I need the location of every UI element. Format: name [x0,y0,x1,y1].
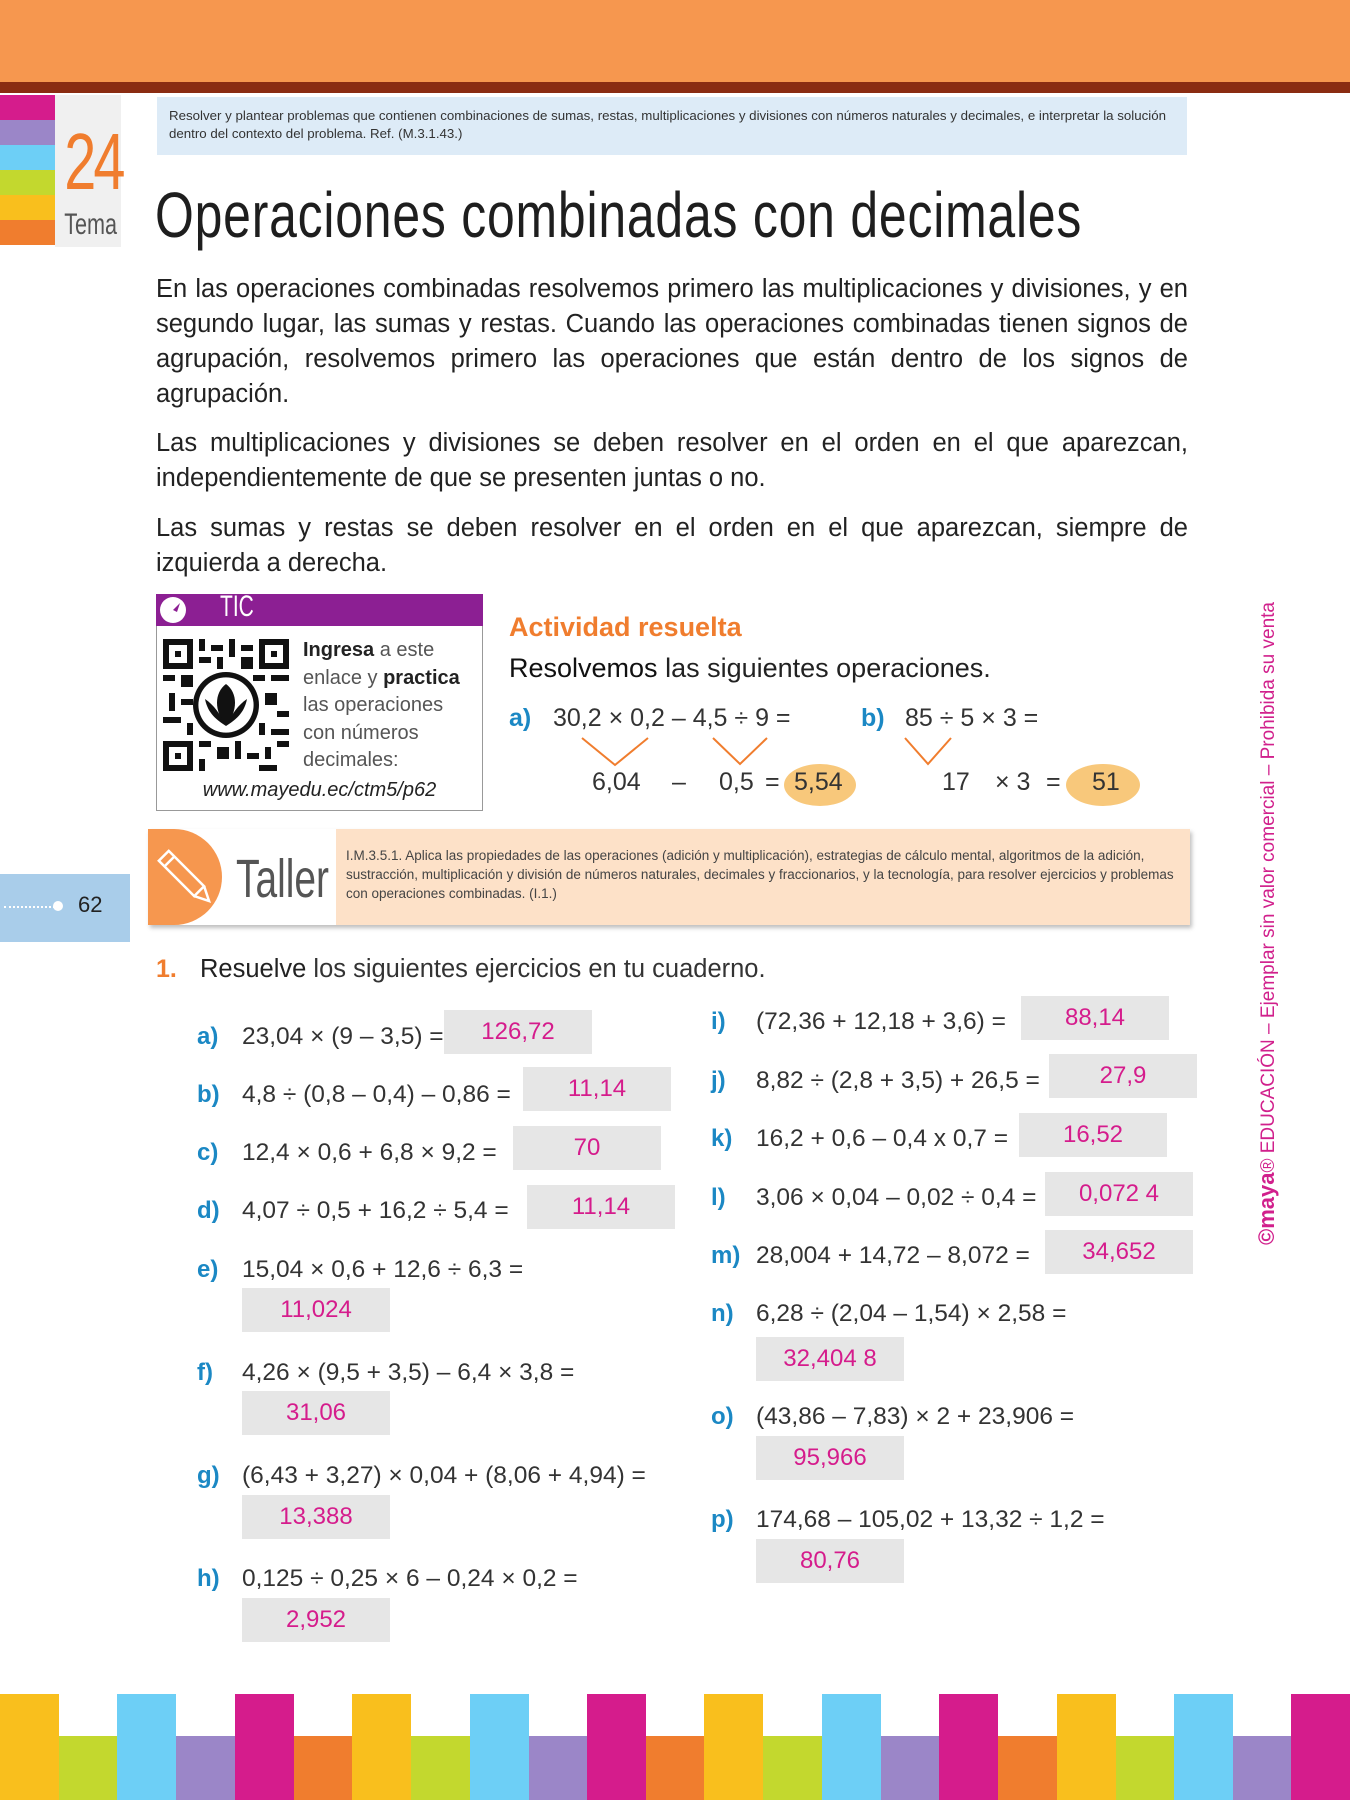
exercise-l-answer: 0,072 4 [1045,1172,1193,1216]
exercise-h-expression: 0,125 ÷ 0,25 × 6 – 0,24 × 0,2 = [242,1565,578,1592]
activity-a-result: 5,54 [794,768,843,796]
exercise-g-letter: g) [197,1462,220,1489]
activity-subtitle: Resolvemos las siguientes operaciones. [509,653,991,683]
exercise-m-answer: 34,652 [1045,1230,1193,1274]
pencil-icon [148,829,222,925]
qr-code-icon[interactable] [163,639,289,771]
tema-number: 24 [64,117,123,206]
exercise-a-expression: 23,04 × (9 – 3,5) = [242,1023,444,1050]
exercise-g-expression: (6,43 + 3,27) × 0,04 + (8,06 + 4,94) = [242,1462,646,1489]
exercise-a-answer: 126,72 [444,1010,592,1054]
exercise-l-expression: 3,06 × 0,04 – 0,02 ÷ 0,4 = [756,1184,1037,1211]
exercise-f-answer: 31,06 [242,1391,390,1435]
tic-url-link[interactable]: www.mayedu.ec/ctm5/p62 [202,779,437,801]
rocket-icon [160,597,186,623]
exercise-p-answer: 80,76 [756,1539,904,1583]
exercise-i-answer: 88,14 [1021,996,1169,1040]
activity-b-connectors [900,734,980,770]
exercise-g-answer: 13,388 [242,1495,390,1539]
activity-a-letter: a) [509,704,532,732]
paragraph-2: Las multiplicaciones y divisiones se deben resolver en el orden en el que aparezcan, independientemente de que se presenten juntas o no. [156,429,1188,492]
exercise-f-expression: 4,26 × (9,5 + 3,5) – 6,4 × 3,8 = [242,1359,575,1386]
exercise-n-expression: 6,28 ÷ (2,04 – 1,54) × 2,58 = [756,1300,1067,1327]
exercise-j-expression: 8,82 ÷ (2,8 + 3,5) + 26,5 = [756,1067,1040,1094]
activity-b-left: 17 [942,768,970,796]
paragraph-3: Las sumas y restas se deben resolver en el orden en el que aparezcan, siempre de izquierda a derecha. [156,514,1188,577]
activity-b-op: × 3 [995,768,1031,796]
exercise-c-expression: 12,4 × 0,6 + 6,8 × 9,2 = [242,1139,497,1166]
copyright-side-text: ©maya® EDUCACIÓN – Ejemplar sin valor comercial – Prohibida su venta [1254,602,1279,1245]
activity-a-op: – [672,768,686,796]
activity-b-letter: b) [861,704,885,732]
paragraph-1: En las operaciones combinadas resolvemos primero las multiplicaciones y divisiones, y en segundo lugar, las sumas y restas. Cuando las operaciones combinadas tienen signos de agrupación, resolvemos primero las operaciones que están dentro de los signos de agrupación. [156,275,1188,408]
exercise-d-letter: d) [197,1197,220,1224]
exercise-c-letter: c) [197,1139,219,1166]
exercise-b-letter: b) [197,1081,220,1108]
tic-text: Ingresa a este enlace y practica las operaciones con números decimales: [303,639,460,771]
exercise-b-expression: 4,8 ÷ (0,8 – 0,4) – 0,86 = [242,1081,511,1108]
top-banner-line [0,82,1350,93]
exercise-b-answer: 11,14 [523,1067,671,1111]
activity-b-equals: = [1046,768,1061,796]
exercise-e-answer: 11,024 [242,1288,390,1332]
exercise-p-expression: 174,68 – 105,02 + 13,32 ÷ 1,2 = [756,1506,1105,1533]
exercise-o-letter: o) [711,1403,734,1430]
exercise-number: 1. [156,955,177,983]
page-number-dots [4,906,59,908]
exercise-k-expression: 16,2 + 0,6 – 0,4 x 0,7 = [756,1125,1008,1152]
page-number-tab [0,874,130,942]
exercise-i-letter: i) [711,1008,726,1035]
exercise-o-expression: (43,86 – 7,83) × 2 + 23,906 = [756,1403,1075,1430]
exercise-f-letter: f) [197,1359,213,1386]
tic-header [156,594,483,626]
activity-b-result: 51 [1092,768,1120,796]
exercise-j-letter: j) [711,1067,726,1094]
exercise-heading: Resuelve los siguientes ejercicios en tu cuaderno. [200,955,766,983]
exercise-c-answer: 70 [513,1126,661,1170]
activity-title: Actividad resuelta [509,612,742,642]
exercise-m-letter: m) [711,1242,741,1269]
exercise-a-letter: a) [197,1023,219,1050]
exercise-j-answer: 27,9 [1049,1054,1197,1098]
taller-label: Taller [236,849,329,909]
activity-a-left: 6,04 [592,768,641,796]
page-number-dot [53,901,63,911]
exercise-n-letter: n) [711,1300,734,1327]
exercise-p-letter: p) [711,1506,734,1533]
top-banner [0,0,1350,82]
tic-label: TIC [220,590,254,623]
exercise-o-answer: 95,966 [756,1436,904,1480]
exercise-m-expression: 28,004 + 14,72 – 8,072 = [756,1242,1030,1269]
objective-box: Resolver y plantear problemas que contienen combinaciones de sumas, restas, multiplicaciones y divisiones con números naturales y decimales, e interpretar la solución dentro del contexto del problema. Ref. (M.3.1.43.) [157,97,1187,155]
exercise-e-letter: e) [197,1256,219,1283]
exercise-i-expression: (72,36 + 12,18 + 3,6) = [756,1008,1006,1035]
exercise-h-answer: 2,952 [242,1598,390,1642]
exercise-k-letter: k) [711,1125,733,1152]
activity-b-expression: 85 ÷ 5 × 3 = [905,704,1039,732]
exercise-e-expression: 15,04 × 0,6 + 12,6 ÷ 6,3 = [242,1256,524,1283]
taller-indicator-text: I.M.3.5.1. Aplica las propiedades de las operaciones (adición y multiplicación), estrategias de cálculo mental, algoritmos de la adición, sustracción, multiplicación y división de números naturales, decimales y fraccionarios, y la tecnología, para resolver ejercicios y problemas con operaciones combinadas. (I.1.) [346,848,1174,901]
page-title: Operaciones combinadas con decimales [155,179,1083,251]
exercise-d-expression: 4,07 ÷ 0,5 + 16,2 ÷ 5,4 = [242,1197,509,1224]
page-number: 62 [78,892,103,917]
activity-a-equals: = [765,768,780,796]
activity-a-connectors [575,734,775,770]
activity-a-right: 0,5 [719,768,754,796]
activity-a-expression: 30,2 × 0,2 – 4,5 ÷ 9 = [553,704,791,732]
tema-label: Tema [64,208,118,241]
exercise-h-letter: h) [197,1565,220,1592]
exercise-n-answer: 32,404 8 [756,1337,904,1381]
exercise-l-letter: l) [711,1184,726,1211]
exercise-k-answer: 16,52 [1019,1113,1167,1157]
exercise-d-answer: 11,14 [527,1185,675,1229]
